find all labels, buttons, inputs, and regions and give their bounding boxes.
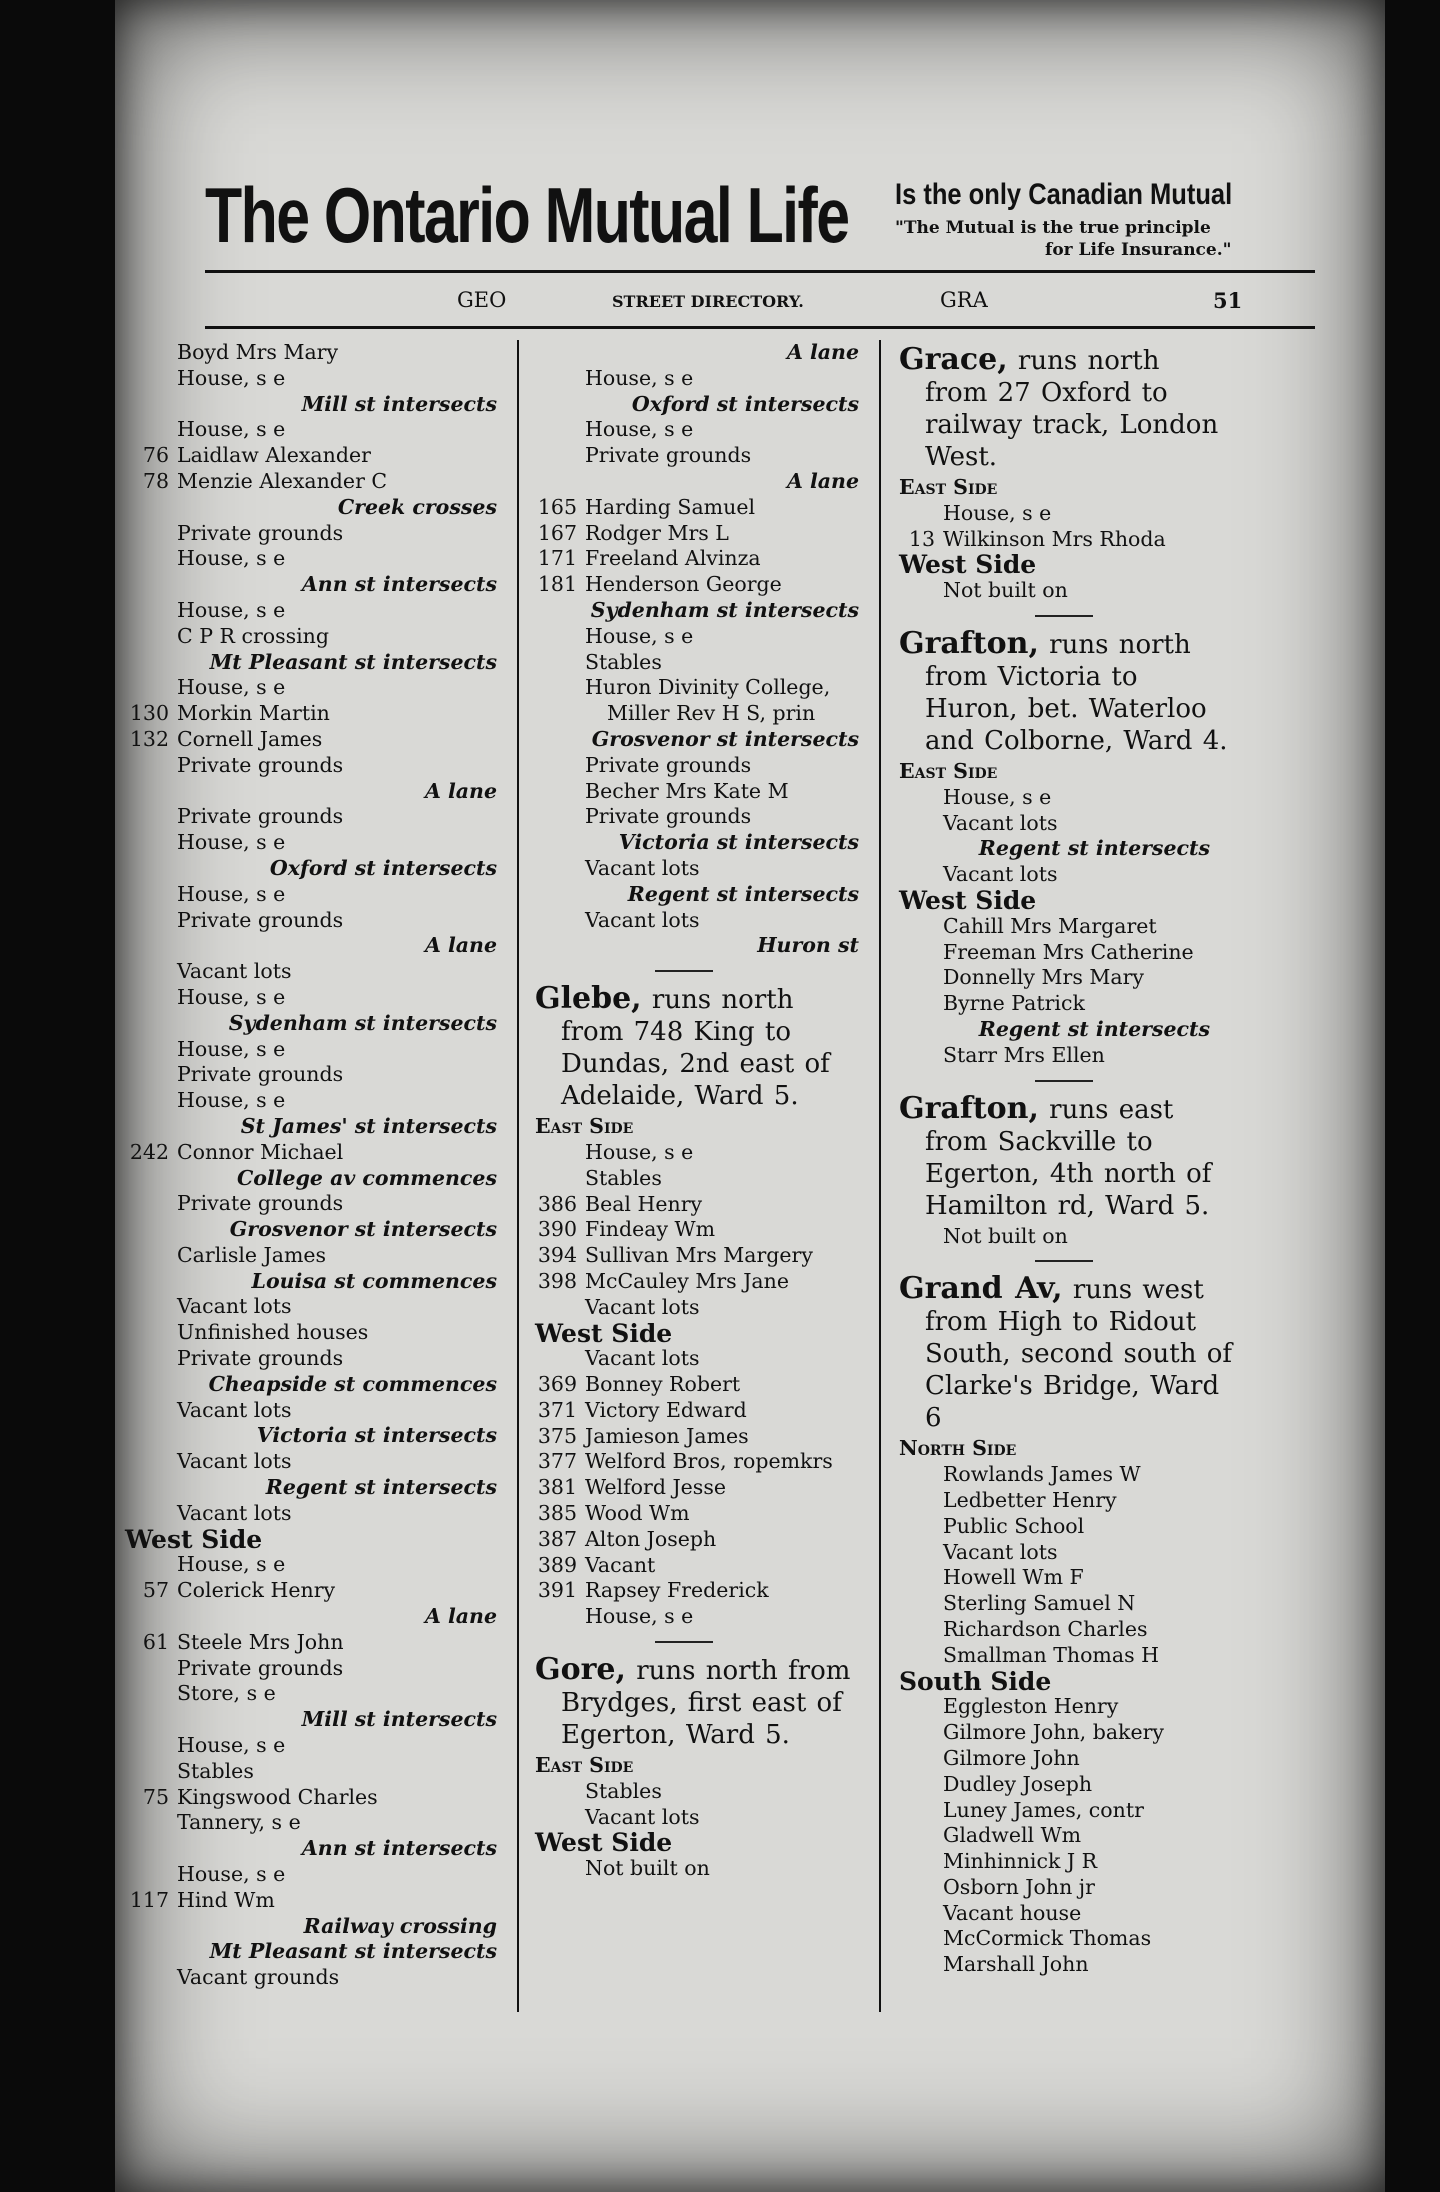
cross-street-note: Sydenham st intersects — [590, 597, 859, 622]
house-number: 387 — [537, 1526, 577, 1551]
resident-name: Findeay Wm — [585, 1217, 716, 1242]
directory-entry: Not built on — [585, 1856, 710, 1881]
directory-entry: House, s e — [177, 830, 286, 855]
directory-entry: Vacant house — [943, 1900, 1082, 1925]
resident-name: Vacant — [585, 1552, 656, 1577]
directory-entry: Dudley Joseph — [943, 1771, 1093, 1796]
numbered-entry — [535, 546, 865, 572]
directory-entry: Private grounds — [177, 1191, 344, 1216]
resident-name: Victory Edward — [585, 1397, 747, 1422]
resident-name: Beal Henry — [585, 1191, 703, 1216]
street-heading — [535, 983, 865, 1112]
cross-street-note: Mt Pleasant st intersects — [209, 649, 497, 674]
banner-quote-line2: for Life Insurance." — [1045, 240, 1232, 260]
directory-entry: Vacant lots — [585, 1804, 700, 1829]
resident-name: Menzie Alexander C — [177, 468, 388, 493]
advertisement-banner — [205, 170, 1315, 280]
house-number: 75 — [142, 1784, 169, 1809]
cross-street-note: Huron st — [757, 933, 859, 958]
section-divider — [655, 970, 713, 972]
resident-name: Wilkinson Mrs Rhoda — [943, 526, 1166, 551]
side-heading: West Side — [125, 1524, 263, 1554]
cross-street-note: Ann st intersects — [301, 1836, 497, 1861]
directory-entry: Vacant lots — [177, 959, 292, 984]
side-heading: West Side — [899, 550, 1037, 580]
street-description: runs north from 27 Oxford to railway track, London West. — [925, 346, 1219, 472]
side-heading: North Side — [899, 1436, 1017, 1461]
house-number: 76 — [142, 443, 169, 468]
numbered-entry — [125, 443, 503, 469]
directory-entry: House, s e — [585, 417, 694, 442]
directory-entry: Vacant lots — [585, 1346, 700, 1371]
numbered-entry — [535, 1475, 865, 1501]
directory-entry: House, s e — [943, 784, 1052, 809]
house-number: 385 — [537, 1501, 577, 1526]
resident-name: Wood Wm — [585, 1501, 690, 1526]
numbered-entry — [535, 572, 865, 598]
street-name: Grafton, — [899, 1090, 1039, 1126]
directory-entry: Private grounds — [177, 907, 344, 932]
directory-entry: Private grounds — [177, 1346, 344, 1371]
directory-entry: Gilmore John — [943, 1745, 1080, 1770]
cross-street-note: Railway crossing — [303, 1913, 497, 1938]
directory-entry: House, s e — [177, 417, 286, 442]
resident-name: Laidlaw Alexander — [177, 443, 371, 468]
banner-quote-line1: "The Mutual is the true principle — [895, 218, 1211, 238]
cross-street-note: Regent st intersects — [265, 1475, 497, 1500]
directory-entry: House, s e — [585, 623, 694, 648]
street-description: runs east from Sackville to Egerton, 4th north of Hamilton rd, Ward 5. — [925, 1094, 1212, 1221]
directory-entry: Becher Mrs Kate M — [585, 778, 789, 803]
side-heading: West Side — [899, 885, 1037, 915]
directory-entry: Not built on — [943, 1223, 1068, 1248]
directory-entry: Vacant lots — [177, 1500, 292, 1525]
column-3 — [895, 340, 1240, 1978]
street-name: Gore, — [535, 1652, 626, 1688]
directory-entry: Tannery, s e — [177, 1810, 301, 1835]
directory-entry: House, s e — [177, 675, 286, 700]
house-number: 377 — [537, 1449, 577, 1474]
cross-street-note: A lane — [786, 340, 859, 364]
resident-name: Cornell James — [177, 726, 323, 751]
directory-entry: House, s e — [585, 365, 694, 390]
directory-entry: House, s e — [177, 1088, 286, 1113]
cross-street-note: Cheapside st commences — [208, 1371, 497, 1396]
resident-name: Welford Jesse — [585, 1475, 726, 1500]
directory-entry: Luney James, contr — [943, 1797, 1144, 1822]
directory-entry: Stables — [585, 1165, 662, 1190]
numbered-entry — [535, 1269, 865, 1295]
house-number: 132 — [129, 726, 169, 751]
resident-name: Connor Michael — [177, 1139, 344, 1164]
street-description: runs north from Brydges, first east of Egerton, Ward 5. — [561, 1656, 851, 1751]
numbered-entry — [895, 527, 1240, 553]
directory-entry: Stables — [585, 1778, 662, 1803]
resident-name: Sullivan Mrs Margery — [585, 1243, 813, 1268]
cross-street-note: A lane — [424, 1604, 497, 1629]
directory-entry: Donnelly Mrs Mary — [943, 965, 1144, 990]
house-number: 78 — [142, 468, 169, 493]
directory-entry: Vacant lots — [943, 862, 1058, 887]
directory-entry: House, s e — [177, 881, 286, 906]
directory-entry: Private grounds — [585, 804, 752, 829]
house-number: 130 — [129, 701, 169, 726]
numbered-entry — [125, 701, 503, 727]
resident-name: Kingswood Charles — [177, 1784, 378, 1809]
directory-entry: House, s e — [177, 1552, 286, 1577]
numbered-entry — [535, 1192, 865, 1218]
resident-name: Rodger Mrs L — [585, 520, 729, 545]
directory-entry: House, s e — [585, 1139, 694, 1164]
numbered-entry — [125, 727, 503, 753]
resident-name: Morkin Martin — [177, 701, 330, 726]
cross-street-note: Regent st intersects — [978, 1016, 1210, 1041]
directory-entry: Byrne Patrick — [943, 991, 1085, 1016]
directory-entry: House, s e — [177, 1036, 286, 1061]
house-number: 13 — [908, 526, 935, 551]
resident-name: Welford Bros, ropemkrs — [585, 1449, 833, 1474]
resident-name: Henderson George — [585, 572, 782, 597]
street-heading — [895, 625, 1240, 757]
directory-entry: Cahill Mrs Margaret — [943, 913, 1157, 938]
directory-entry: Public School — [943, 1513, 1085, 1538]
house-number: 394 — [537, 1243, 577, 1268]
directory-entry: Stables — [585, 649, 662, 674]
directory-entry: Private grounds — [585, 443, 752, 468]
house-number: 61 — [142, 1629, 169, 1654]
directory-entry: Starr Mrs Ellen — [943, 1042, 1105, 1067]
directory-entry: House, s e — [943, 500, 1052, 525]
directory-entry: Private grounds — [177, 804, 344, 829]
directory-entry: Vacant lots — [943, 810, 1058, 835]
street-heading — [895, 344, 1240, 473]
numbered-entry — [125, 1888, 503, 1914]
directory-entry: Boyd Mrs Mary — [177, 340, 339, 364]
directory-entry: Store, s e — [177, 1681, 276, 1706]
resident-name: Alton Joseph — [585, 1526, 717, 1551]
directory-entry: Private grounds — [585, 752, 752, 777]
cross-street-note: Mill st intersects — [301, 391, 497, 416]
numbered-entry — [535, 495, 865, 521]
directory-entry: Stables — [177, 1758, 254, 1783]
directory-entry: Vacant lots — [943, 1539, 1058, 1564]
resident-name: Jamieson James — [585, 1423, 749, 1448]
numbered-entry — [535, 1372, 865, 1398]
resident-name: Hind Wm — [177, 1887, 275, 1912]
street-name: Grafton, — [899, 625, 1039, 661]
house-number: 389 — [537, 1552, 577, 1577]
numbered-entry — [535, 1578, 865, 1604]
cross-street-note: Victoria st intersects — [256, 1423, 497, 1448]
header-rule — [205, 326, 1315, 329]
cross-street-note: Creek crosses — [337, 494, 497, 519]
section-divider — [1035, 1260, 1093, 1262]
running-head-center: STREET DIRECTORY. — [612, 292, 804, 311]
directory-entry: Huron Divinity College, — [585, 675, 831, 700]
street-name: Grand Av, — [899, 1271, 1063, 1307]
numbered-entry — [125, 1630, 503, 1656]
cross-street-note: Mill st intersects — [301, 1707, 497, 1732]
banner-rule — [205, 270, 1315, 273]
directory-entry: Carlisle James — [177, 1242, 327, 1267]
resident-name: Steele Mrs John — [177, 1629, 344, 1654]
side-heading: West Side — [535, 1828, 673, 1858]
directory-entry: House, s e — [177, 1862, 286, 1887]
numbered-entry — [535, 1243, 865, 1269]
street-description: runs west from High to Ridout South, second south of Clarke's Bridge, Ward 6 — [925, 1275, 1233, 1434]
directory-entry: Vacant lots — [177, 1294, 292, 1319]
directory-entry: Howell Wm F — [943, 1565, 1084, 1590]
directory-entry: Marshall John — [943, 1952, 1089, 1977]
side-heading: East Side — [899, 758, 998, 783]
street-heading — [535, 1654, 865, 1751]
resident-name: Freeland Alvinza — [585, 546, 761, 571]
directory-entry: Eggleston Henry — [943, 1694, 1119, 1719]
directory-entry: Vacant lots — [585, 1294, 700, 1319]
directory-entry: Gilmore John, bakery — [943, 1720, 1164, 1745]
section-divider — [655, 1641, 713, 1643]
numbered-entry — [125, 1578, 503, 1604]
cross-street-note: Regent st intersects — [978, 836, 1210, 861]
house-number: 390 — [537, 1217, 577, 1242]
directory-entry: Private grounds — [177, 1655, 344, 1680]
house-number: 371 — [537, 1397, 577, 1422]
page-number: 51 — [1213, 288, 1243, 313]
directory-entry: Vacant lots — [585, 855, 700, 880]
directory-entry: Richardson Charles — [943, 1616, 1148, 1641]
numbered-entry — [535, 1424, 865, 1450]
directory-entry: Rowlands James W — [943, 1462, 1141, 1487]
directory-entry: Freeman Mrs Catherine — [943, 939, 1194, 964]
cross-street-note: Grosvenor st intersects — [591, 726, 859, 751]
directory-entry: Vacant lots — [177, 1397, 292, 1422]
section-divider — [1035, 615, 1093, 617]
cross-street-note: A lane — [424, 933, 497, 958]
banner-tagline: Is the only Canadian Mutual — [895, 178, 1233, 211]
side-heading: South Side — [899, 1666, 1052, 1696]
house-number: 167 — [537, 520, 577, 545]
running-head-right: GRA — [940, 288, 988, 312]
directory-entry: Not built on — [943, 578, 1068, 603]
directory-entry: McCormick Thomas — [943, 1926, 1152, 1951]
directory-entry: Sterling Samuel N — [943, 1591, 1136, 1616]
numbered-entry — [535, 1501, 865, 1527]
house-number: 165 — [537, 494, 577, 519]
numbered-entry — [125, 1140, 503, 1166]
house-number: 391 — [537, 1578, 577, 1603]
directory-entry: House, s e — [177, 546, 286, 571]
resident-name: Bonney Robert — [585, 1372, 741, 1397]
cross-street-note: Oxford st intersects — [631, 391, 859, 416]
cross-street-note: A lane — [424, 778, 497, 803]
directory-entry: Minhinnick J R — [943, 1849, 1098, 1874]
directory-entry: House, s e — [177, 365, 286, 390]
house-number: 375 — [537, 1423, 577, 1448]
street-heading — [895, 1273, 1240, 1434]
side-heading: East Side — [899, 475, 998, 499]
numbered-entry — [535, 521, 865, 547]
directory-entry: Osborn John jr — [943, 1874, 1095, 1899]
cross-street-note: St James' st intersects — [240, 1113, 497, 1138]
side-heading: East Side — [535, 1753, 634, 1778]
side-heading: East Side — [535, 1114, 634, 1139]
resident-name: McCauley Mrs Jane — [585, 1268, 789, 1293]
house-number: 57 — [142, 1578, 169, 1603]
directory-entry: Ledbetter Henry — [943, 1487, 1117, 1512]
numbered-entry — [125, 469, 503, 495]
directory-entry: House, s e — [177, 597, 286, 622]
cross-street-note: Ann st intersects — [301, 572, 497, 597]
directory-entry: Vacant lots — [585, 907, 700, 932]
cross-street-note: Regent st intersects — [627, 881, 859, 906]
house-number: 181 — [537, 572, 577, 597]
cross-street-note: Victoria st intersects — [618, 830, 859, 855]
directory-page — [115, 0, 1385, 2192]
cross-street-note: College av commences — [236, 1165, 497, 1190]
column-divider-1 — [517, 340, 519, 2012]
house-number: 381 — [537, 1475, 577, 1500]
cross-street-note: Louisa st commences — [251, 1268, 497, 1293]
directory-entry: C P R crossing — [177, 623, 330, 648]
resident-name: Harding Samuel — [585, 494, 756, 519]
running-head-left: GEO — [457, 288, 507, 312]
directory-entry: Gladwell Wm — [943, 1823, 1082, 1848]
numbered-entry — [535, 1553, 865, 1579]
directory-entry: Smallman Thomas H — [943, 1642, 1159, 1667]
section-divider — [1035, 1080, 1093, 1082]
numbered-entry — [535, 1527, 865, 1553]
street-name: Glebe, — [535, 981, 642, 1017]
column-2 — [535, 340, 865, 1882]
resident-name: Colerick Henry — [177, 1578, 336, 1603]
banner-title: The Ontario Mutual Life — [205, 171, 849, 259]
house-number: 398 — [537, 1268, 577, 1293]
resident-name: Rapsey Frederick — [585, 1578, 769, 1603]
house-number: 117 — [129, 1887, 169, 1912]
directory-entry: Miller Rev H S, prin — [607, 701, 816, 726]
cross-street-note: Mt Pleasant st intersects — [209, 1939, 497, 1964]
directory-entry: Private grounds — [177, 520, 344, 545]
street-description: runs north from Victoria to Huron, bet. Waterloo and Colborne, Ward 4. — [925, 629, 1228, 756]
numbered-entry — [535, 1449, 865, 1475]
numbered-entry — [535, 1217, 865, 1243]
house-number: 171 — [537, 546, 577, 571]
directory-entry: House, s e — [177, 1733, 286, 1758]
directory-entry: House, s e — [177, 984, 286, 1009]
directory-entry: Private grounds — [177, 1062, 344, 1087]
directory-entry: House, s e — [585, 1604, 694, 1629]
side-heading: West Side — [535, 1318, 673, 1348]
street-description: runs north from 748 King to Dundas, 2nd east of Adelaide, Ward 5. — [561, 985, 830, 1112]
directory-entry: Unfinished houses — [177, 1320, 369, 1345]
cross-street-note: Oxford st intersects — [269, 855, 497, 880]
cross-street-note: Sydenham st intersects — [228, 1010, 497, 1035]
street-heading — [895, 1090, 1240, 1222]
house-number: 369 — [537, 1372, 577, 1397]
house-number: 242 — [129, 1139, 169, 1164]
cross-street-note: Grosvenor st intersects — [229, 1217, 497, 1242]
directory-entry: Vacant lots — [177, 1449, 292, 1474]
street-name: Grace, — [899, 342, 1008, 377]
directory-entry: Vacant grounds — [177, 1965, 340, 1990]
house-number: 386 — [537, 1191, 577, 1216]
directory-entry: Private grounds — [177, 752, 344, 777]
numbered-entry — [535, 1398, 865, 1424]
numbered-entry — [125, 1785, 503, 1811]
column-divider-2 — [879, 340, 881, 2012]
column-1 — [125, 340, 503, 1991]
cross-street-note: A lane — [786, 468, 859, 493]
